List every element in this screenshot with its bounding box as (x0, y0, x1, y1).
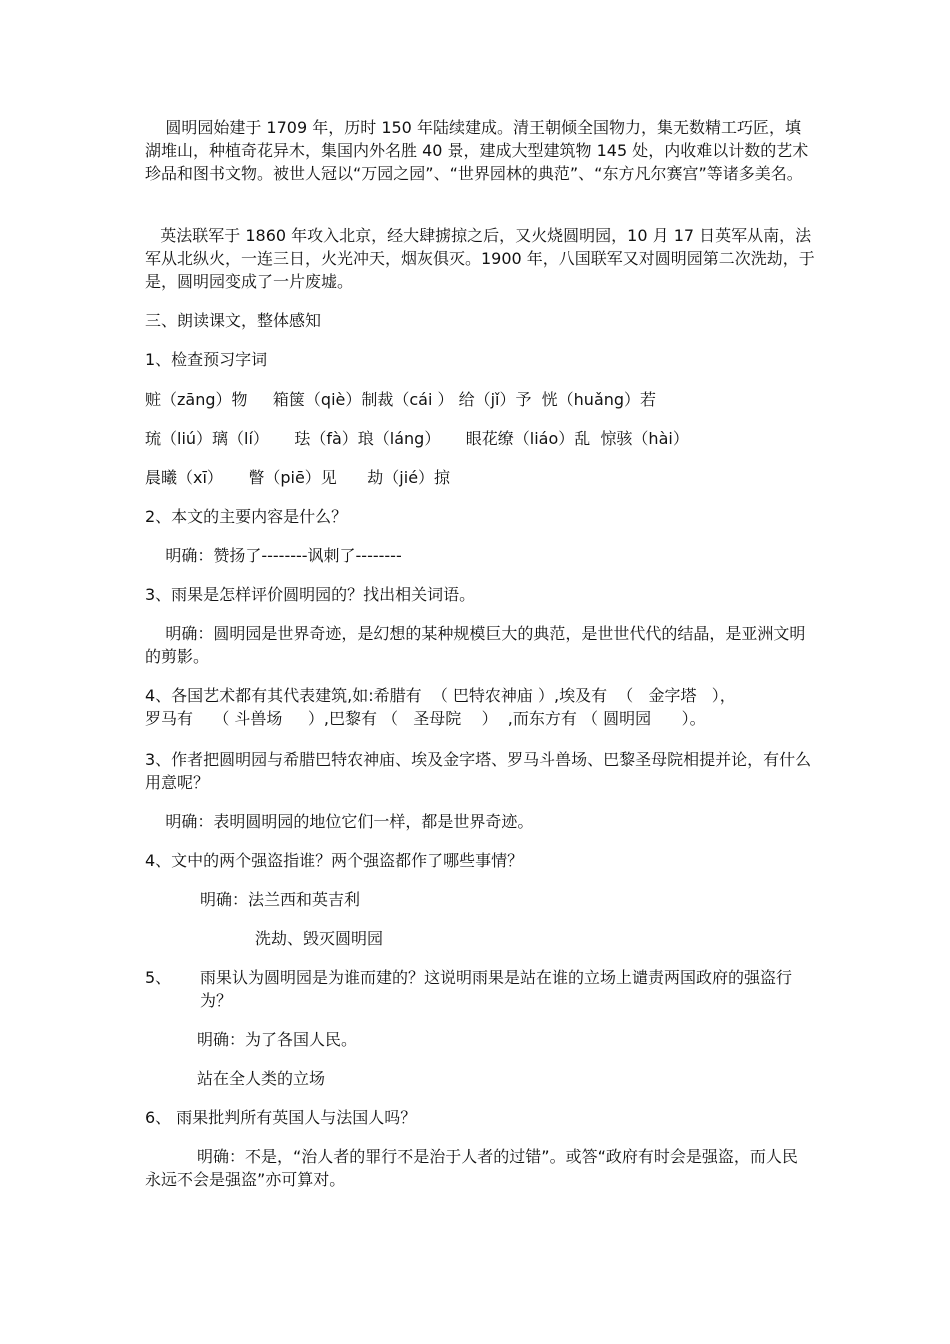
vocab-line-3: 晨曦（xī） 瞥（piē）见 劫（jié）掠 (145, 468, 451, 487)
answer-3: 明确：圆明园是世界奇迹，是幻想的某种规模巨大的典范，是世世代代的结晶，是亚洲文明的剪影。 (145, 624, 806, 666)
vocab-line-2: 琉（liú）璃（lí） 珐（fà）琅（láng） 眼花缭（liáo）乱 惊骇（hài） (145, 429, 689, 448)
question-1: 1、检查预习字词 (145, 350, 268, 369)
question-5-text: 雨果认为圆明园是为谁而建的？这说明雨果是站在谁的立场上谴责两国政府的强盗行为？ (200, 968, 793, 1010)
vocab-line-1: 赃（zāng）物 箱箧（qiè）制裁（cái ） 给（jǐ）予 恍（huǎng）若 (145, 390, 657, 409)
answer-2: 明确：赞扬了--------讽刺了-------- (145, 546, 402, 565)
section-heading-3: 三、朗读课文，整体感知 (145, 311, 322, 330)
answer-5-line-1: 明确：为了各国人民。 (197, 1030, 358, 1049)
question-4b: 4、文中的两个强盗指谁？两个强盗都作了哪些事情？ (145, 851, 524, 870)
answer-6: 明确：不是，“治人者的罪行不是治于人者的过错”。或答“政府有时会是强盗，而人民永远不会是强盗”亦可算对。 (145, 1147, 798, 1189)
question-3b: 3、作者把圆明园与希腊巴特农神庙、埃及金字塔、罗马斗兽场、巴黎圣母院相提并论，有什么用意呢？ (145, 750, 812, 792)
question-5-number: 5、 (145, 968, 172, 987)
answer-4b-line-1: 明确：法兰西和英吉利 (200, 890, 361, 909)
question-4a-line-1: 4、各国艺术都有其代表建筑,如:希腊有 （ 巴特农神庙 ）,埃及有 （ 金字塔 ）， (145, 686, 736, 705)
answer-3b: 明确：表明圆明园的地位它们一样，都是世界奇迹。 (145, 812, 534, 831)
question-2: 2、本文的主要内容是什么？ (145, 507, 348, 526)
answer-5-line-2: 站在全人类的立场 (197, 1069, 326, 1088)
question-4a-line-2: 罗马有 （ 斗兽场 ）,巴黎有 （ 圣母院 ） ,而东方有 （ 圆明园 ）。 (145, 709, 706, 728)
question-3: 3、雨果是怎样评价圆明园的？找出相关词语。 (145, 585, 476, 604)
answer-4b-line-2: 洗劫、毁灭圆明园 (255, 929, 384, 948)
paragraph-history-2: 英法联军于 1860 年攻入北京，经大肆掳掠之后，又火烧圆明园，10 月 17 日英军从南，法军从北纵火，一连三日，火光冲天，烟灰俱灭。1900 年，八国联军又对圆明园第二次洗劫，于是，圆明园变成了一片废墟。 (145, 226, 815, 291)
paragraph-history-1: 圆明园始建于 1709 年，历时 150 年陆续建成。清王朝倾全国物力，集无数精工巧匠，填湖堆山，种植奇花异木，集国内外名胜 40 景，建成大型建筑物 145 处，内收难以计数的艺术珍品和图书文物。被世人冠以“万园之园”、“世界园林的典范”、“东方凡尔赛宫”等诸多美名。 (145, 118, 809, 183)
question-6: 6、 雨果批判所有英国人与法国人吗？ (145, 1108, 417, 1127)
